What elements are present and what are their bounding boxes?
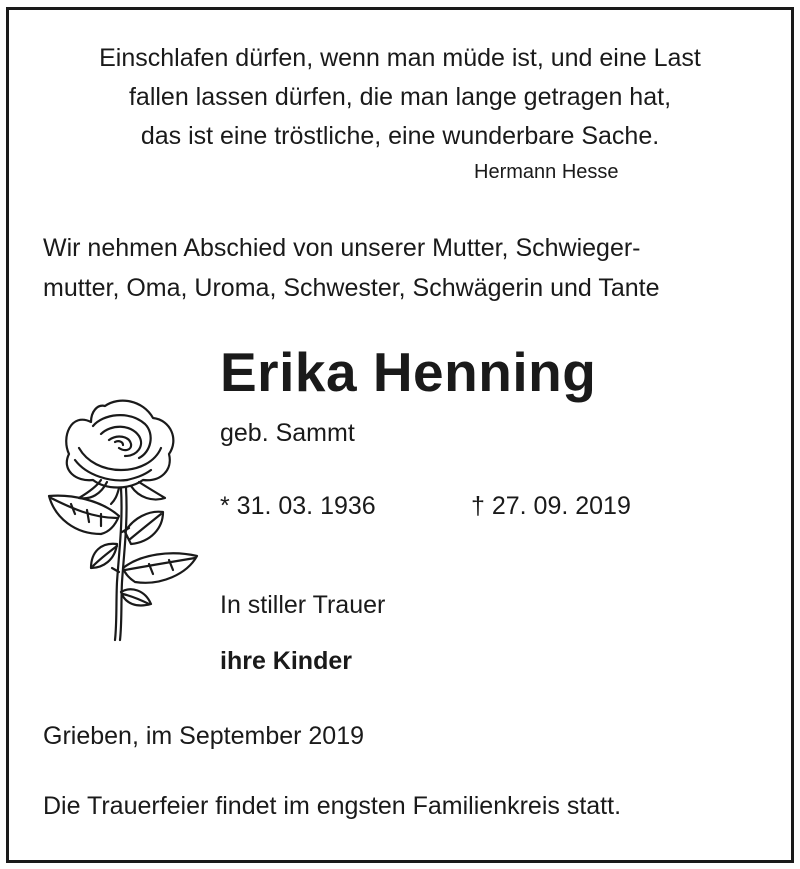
quote-author: Hermann Hesse xyxy=(474,161,619,183)
quote-line-3: das ist eine tröstliche, eine wunderbare Sache. xyxy=(140,122,660,150)
maiden-name: geb. Sammt xyxy=(220,419,355,447)
birth-date: * 31. 03. 1936 xyxy=(220,492,376,520)
intro-line-2: mutter, Oma, Uroma, Schwester, Schwägerin und Tante xyxy=(43,274,660,302)
death-date: † 27. 09. 2019 xyxy=(471,492,631,520)
family-signature: ihre Kinder xyxy=(220,647,352,675)
funeral-note: Die Trauerfeier findet im engsten Familienkreis statt. xyxy=(43,792,622,820)
place-date: Grieben, im September 2019 xyxy=(43,722,365,750)
intro-line-1: Wir nehmen Abschied von unserer Mutter, Schwieger- xyxy=(43,234,641,262)
obituary-notice xyxy=(6,7,794,863)
rose-icon xyxy=(31,382,221,644)
quote-line-1: Einschlafen dürfen, wenn man müde ist, und eine Last xyxy=(99,44,701,72)
mourning-text: In stiller Trauer xyxy=(220,591,386,619)
quote-line-2: fallen lassen dürfen, die man lange getragen hat, xyxy=(128,83,672,111)
deceased-name: Erika Henning xyxy=(220,341,597,403)
